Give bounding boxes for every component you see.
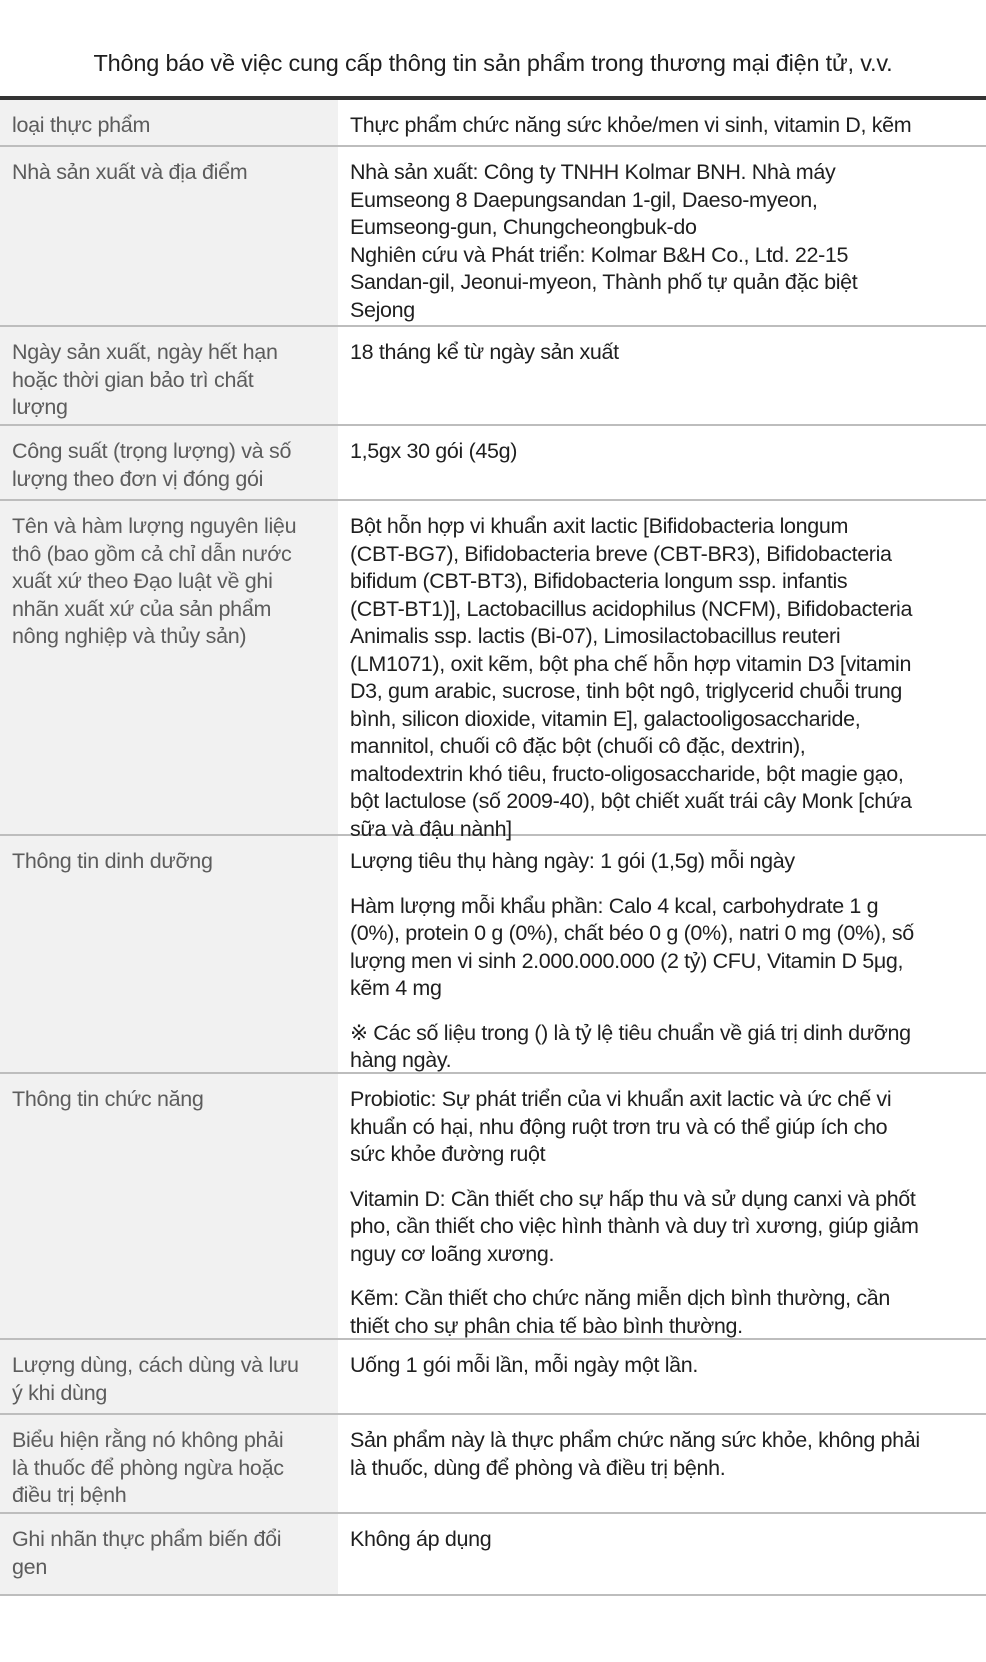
value-line: Sandan-gil, Jeonui-myeon, Thành phố tự quản đặc biệt [350,270,858,294]
value-line: Bột hỗn hợp vi khuẩn axit lactic [Bifidobacteria longum [350,514,848,538]
table-row-not-medicine-notice [0,1415,986,1514]
value-line: mannitol, chuối cô đặc bột (chuối cô đặc, dextrin), [350,734,806,758]
table-row-manufacturer [0,147,986,327]
value-paragraph [350,1186,980,1269]
value-line: Animalis ssp. lactis (Bi-07), Limosilactobacillus reuteri [350,624,841,648]
value-line: Hàm lượng mỗi khẩu phần: Calo 4 kcal, carbohydrate 1 g [350,893,879,918]
label-line: nhãn xuất xứ của sản phẩm [12,596,272,621]
value-line: Không áp dụng [350,1527,492,1551]
value-paragraph [350,1285,980,1340]
label-line: lượng [12,395,68,419]
value-line: sữa và đậu nành] [350,816,512,841]
value-paragraph [350,159,980,324]
value-paragraph [350,1352,980,1380]
table-row-capacity [0,426,986,501]
table-row-function [0,1074,986,1340]
row-label [0,1340,338,1413]
value-line: nguy cơ loãng xương. [350,1241,555,1266]
row-value [338,1415,986,1512]
value-paragraph [350,1427,980,1482]
value-paragraph [350,112,980,140]
label-line: Ngày sản xuất, ngày hết hạn [12,340,278,364]
table-row-expiry [0,327,986,426]
row-value [338,426,986,499]
label-line: ý khi dùng [12,1380,108,1405]
value-line: Uống 1 gói mỗi lần, mỗi ngày một lần. [350,1353,698,1377]
value-paragraph [350,339,980,367]
value-paragraph [350,1020,980,1075]
value-line: Kẽm: Cần thiết cho chức năng miễn dịch bình thường, cần [350,1286,890,1310]
label-line: Biểu hiện rằng nó không phải [12,1428,284,1452]
table-row-usage [0,1340,986,1415]
value-line: kẽm 4 mg [350,976,442,1000]
label-line: hoặc thời gian bảo trì chất [12,367,254,392]
value-line: Eumseong 8 Daepungsandan 1-gil, Daeso-myeon, [350,187,818,212]
value-paragraph [350,513,980,843]
table-row-food-type [0,100,986,147]
row-value [338,1340,986,1413]
row-value [338,1514,986,1594]
value-line: Vitamin D: Cần thiết cho sự hấp thu và sử dụng canxi và phốt [350,1186,916,1211]
value-line: Eumseong-gun, Chungcheongbuk-do [350,215,697,239]
label-line: điều trị bệnh [12,1483,127,1507]
row-value [338,327,986,424]
value-line: Nghiên cứu và Phát triển: Kolmar B&H Co., Ltd. 22-15 [350,242,849,267]
label-line: Thông tin dinh dưỡng [12,849,213,873]
value-paragraph [350,1526,980,1554]
value-line: bifidum (CBT-BT3), Bifidobacteria longum ssp. infantis [350,569,848,593]
value-paragraph [350,1086,980,1169]
value-line: Nhà sản xuất: Công ty TNHH Kolmar BNH. Nhà máy [350,160,836,184]
value-line: Thực phẩm chức năng sức khỏe/men vi sinh, vitamin D, kẽm [350,113,912,137]
value-paragraph [350,848,980,876]
value-line: maltodextrin khó tiêu, fructo-oligosaccharide, bột magie gạo, [350,761,904,786]
row-value [338,100,986,145]
value-line: ※ Các số liệu trong () là tỷ lệ tiêu chuẩn về giá trị dinh dưỡng [350,1020,911,1045]
label-line: gen [12,1554,47,1579]
value-line: khuẩn có hại, nhu động ruột trơn tru và có thể giúp ích cho [350,1114,888,1139]
label-line: thô (bao gồm cả chỉ dẫn nước [12,541,292,566]
value-line: pho, cần thiết cho việc hình thành và duy trì xương, giúp giảm [350,1214,919,1238]
product-info-table [0,96,986,1596]
value-line: thiết cho sự phân chia tế bào bình thường. [350,1313,743,1338]
value-line: lượng men vi sinh 2.000.000.000 (2 tỷ) CFU, Vitamin D 5μg, [350,948,904,973]
row-label [0,100,338,145]
value-line: bột lactulose (số 2009-40), bột chiết xuất trái cây Monk [chứa [350,789,912,813]
row-label [0,1514,338,1594]
label-line: là thuốc để phòng ngừa hoặc [12,1455,284,1480]
value-line: Sản phẩm này là thực phẩm chức năng sức khỏe, không phải [350,1428,920,1452]
value-line: 18 tháng kể từ ngày sản xuất [350,340,619,364]
row-label [0,1074,338,1338]
row-label [0,501,338,834]
row-value [338,501,986,841]
row-label [0,327,338,424]
value-line: hàng ngày. [350,1048,452,1072]
label-line: xuất xứ theo Đạo luật về ghi [12,569,273,593]
value-line: D3, gum arabic, sucrose, tinh bột ngô, triglycerid chuỗi trung [350,679,902,703]
row-label [0,147,338,325]
label-line: Công suất (trọng lượng) và số [12,439,292,463]
value-line: 1,5gx 30 gói (45g) [350,439,518,463]
table-row-gmo-label [0,1514,986,1596]
value-line: sức khỏe đường ruột [350,1142,546,1166]
label-line: Thông tin chức năng [12,1087,204,1111]
row-value [338,836,986,1072]
table-row-ingredients [0,501,986,841]
value-line: Sejong [350,297,415,322]
row-label [0,1415,338,1512]
label-line: loại thực phẩm [12,113,151,137]
value-line: (LM1071), oxit kẽm, bột pha chế hỗn hợp vitamin D3 [vitamin [350,651,912,676]
row-label [0,426,338,499]
label-line: Tên và hàm lượng nguyên liệu [12,514,297,538]
value-line: là thuốc, dùng để phòng và điều trị bệnh. [350,1455,726,1480]
value-line: Probiotic: Sự phát triển của vi khuẩn axit lactic và ức chế vi [350,1087,892,1111]
label-line: Ghi nhãn thực phẩm biến đổi [12,1527,282,1551]
row-value [338,1074,986,1338]
label-line: lượng theo đơn vị đóng gói [12,466,264,491]
value-line: bình, silicon dioxide, vitamin E], galactooligosaccharide, [350,706,861,731]
value-line: (CBT-BT1)], Lactobacillus acidophilus (NCFM), Bifidobacteria [350,596,913,621]
page-title: Thông báo về việc cung cấp thông tin sản phẩm trong thương mại điện tử, v.v. [93,50,893,76]
value-paragraph [350,438,980,466]
value-line: Lượng tiêu thụ hàng ngày: 1 gói (1,5g) mỗi ngày [350,849,795,873]
label-line: nông nghiệp và thủy sản) [12,624,247,648]
label-line: Lượng dùng, cách dùng và lưu [12,1353,299,1377]
row-value [338,147,986,325]
value-line: (0%), protein 0 g (0%), chất béo 0 g (0%), natri 0 mg (0%), số [350,921,914,945]
table-row-nutrition [0,836,986,1074]
label-line: Nhà sản xuất và địa điểm [12,160,248,184]
value-paragraph [350,893,980,1003]
value-line: (CBT-BG7), Bifidobacteria breve (CBT-BR3), Bifidobacteria [350,541,892,566]
row-label [0,836,338,1072]
